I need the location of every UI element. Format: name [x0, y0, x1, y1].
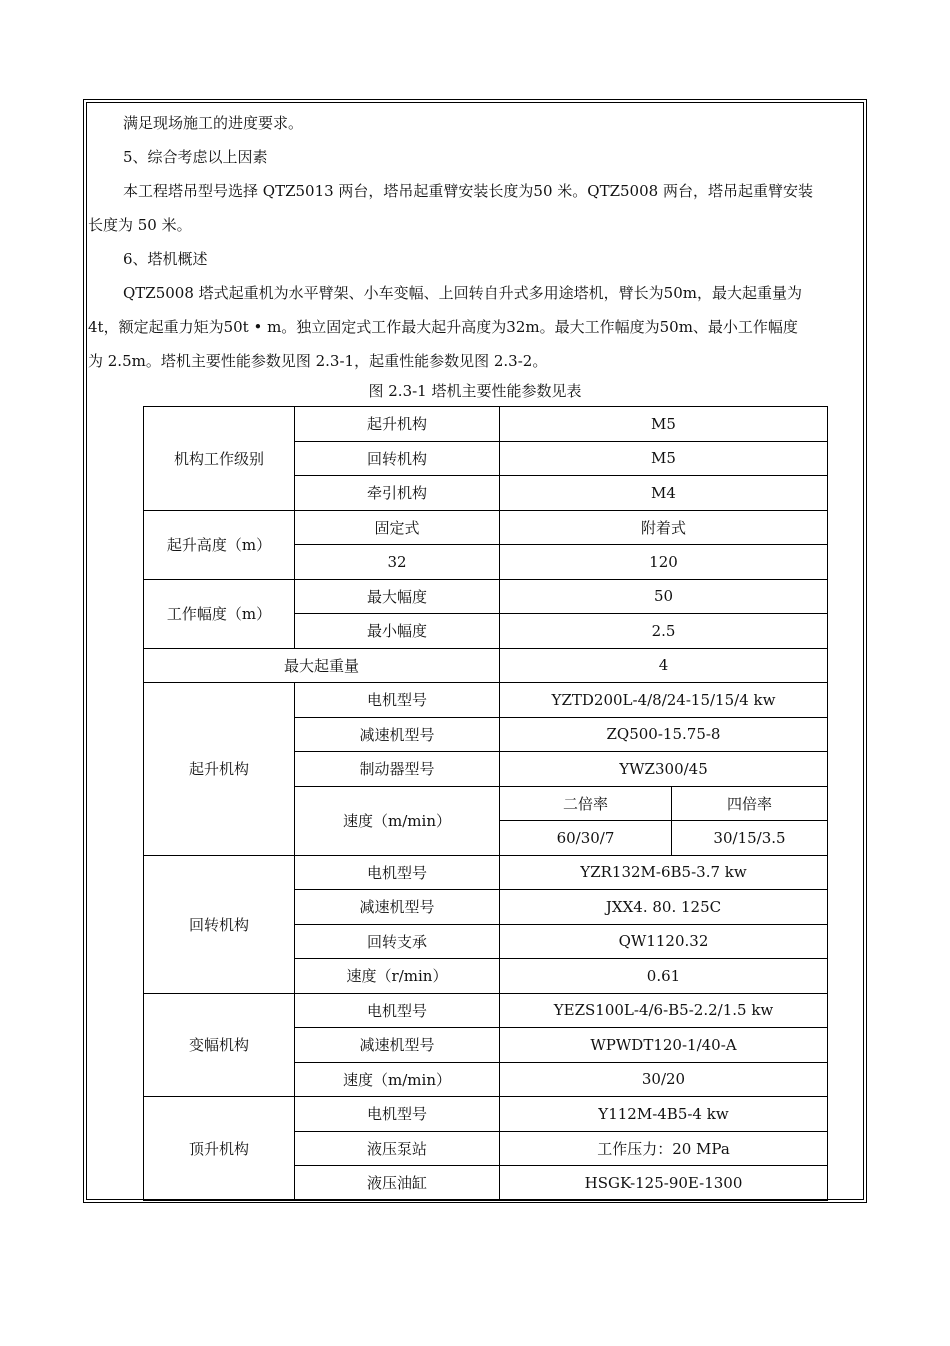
- group-label: 机构工作级别: [144, 407, 295, 511]
- param-name: 固定式: [295, 510, 500, 545]
- table-row: [144, 510, 828, 545]
- param-name: 回转机构: [295, 441, 500, 476]
- param-name: 速度（m/min）: [295, 786, 500, 855]
- group-label: 工作幅度（m）: [144, 579, 295, 648]
- table-row: [144, 648, 828, 683]
- paragraph-crane-selection-line2: 长度为 50 米。: [88, 216, 192, 234]
- param-value: 附着式: [500, 510, 828, 545]
- table-row: [144, 407, 828, 442]
- param-value: 32: [295, 545, 500, 580]
- param-value: 30/20: [500, 1062, 828, 1097]
- table-row: [144, 855, 828, 890]
- param-value: 30/15/3.5: [672, 821, 828, 856]
- param-value: 60/30/7: [500, 821, 672, 856]
- spec-table: [143, 406, 828, 1201]
- group-label: 变幅机构: [144, 993, 295, 1097]
- param-name: 电机型号: [295, 855, 500, 890]
- group-label: 最大起重量: [144, 648, 500, 683]
- table-row: [144, 579, 828, 614]
- param-value: M5: [500, 441, 828, 476]
- param-subheader: 四倍率: [672, 786, 828, 821]
- table-row: [144, 683, 828, 718]
- param-value: ZQ500-15.75-8: [500, 717, 828, 752]
- param-name: 电机型号: [295, 1097, 500, 1132]
- table-row: [144, 993, 828, 1028]
- param-name: 减速机型号: [295, 1028, 500, 1063]
- paragraph-overview-line3: 为 2.5m。塔机主要性能参数见图 2.3-1，起重性能参数见图 2.3-2。: [88, 352, 548, 370]
- param-name: 减速机型号: [295, 890, 500, 925]
- table-row: [144, 1097, 828, 1132]
- paragraph-overview-line1: QTZ5008 塔式起重机为水平臂架、小车变幅、上回转自升式多用途塔机，臂长为50m，最大起重量为: [123, 284, 802, 302]
- heading-5: 5、综合考虑以上因素: [123, 148, 268, 166]
- param-value: YZTD200L-4/8/24-15/15/4 kw: [500, 683, 828, 718]
- body-text: [88, 106, 864, 378]
- param-value: Y112M-4B5-4 kw: [500, 1097, 828, 1132]
- param-name: 牵引机构: [295, 476, 500, 511]
- param-value: 120: [500, 545, 828, 580]
- group-label: 回转机构: [144, 855, 295, 993]
- param-name: 电机型号: [295, 993, 500, 1028]
- param-name: 速度（r/min）: [295, 959, 500, 994]
- param-name: 减速机型号: [295, 717, 500, 752]
- param-name: 制动器型号: [295, 752, 500, 787]
- param-name: 起升机构: [295, 407, 500, 442]
- param-value: 50: [500, 579, 828, 614]
- group-label: 起升高度（m）: [144, 510, 295, 579]
- param-name: 最大幅度: [295, 579, 500, 614]
- param-name: 最小幅度: [295, 614, 500, 649]
- param-name: 液压油缸: [295, 1166, 500, 1201]
- param-value: M5: [500, 407, 828, 442]
- param-value: HSGK-125-90E-1300: [500, 1166, 828, 1201]
- group-label: 顶升机构: [144, 1097, 295, 1201]
- param-value: 2.5: [500, 614, 828, 649]
- param-value: YEZS100L-4/6-B5-2.2/1.5 kw: [500, 993, 828, 1028]
- param-name: 液压泵站: [295, 1131, 500, 1166]
- param-value: YWZ300/45: [500, 752, 828, 787]
- paragraph-progress: 满足现场施工的进度要求。: [123, 114, 304, 132]
- param-name: 电机型号: [295, 683, 500, 718]
- table-caption: 图 2.3-1 塔机主要性能参数见表: [368, 382, 582, 400]
- param-value: YZR132M-6B5-3.7 kw: [500, 855, 828, 890]
- param-value: JXX4. 80. 125C: [500, 890, 828, 925]
- param-name: 速度（m/min）: [295, 1062, 500, 1097]
- param-value: WPWDT120-1/40-A: [500, 1028, 828, 1063]
- param-value: 4: [500, 648, 828, 683]
- paragraph-overview-line2: 4t，额定起重力矩为50t • m。独立固定式工作最大起升高度为32m。最大工作幅度为50m、最小工作幅度: [88, 318, 798, 336]
- group-label: 起升机构: [144, 683, 295, 856]
- param-value: QW1120.32: [500, 924, 828, 959]
- heading-6: 6、塔机概述: [123, 250, 208, 268]
- param-value: 工作压力：20 MPa: [500, 1131, 828, 1166]
- param-name: 回转支承: [295, 924, 500, 959]
- param-value: 0.61: [500, 959, 828, 994]
- param-value: M4: [500, 476, 828, 511]
- paragraph-crane-selection-line1: 本工程塔吊型号选择 QTZ5013 两台，塔吊起重臂安装长度为50 米。QTZ5008 两台，塔吊起重臂安装: [123, 182, 813, 200]
- param-subheader: 二倍率: [500, 786, 672, 821]
